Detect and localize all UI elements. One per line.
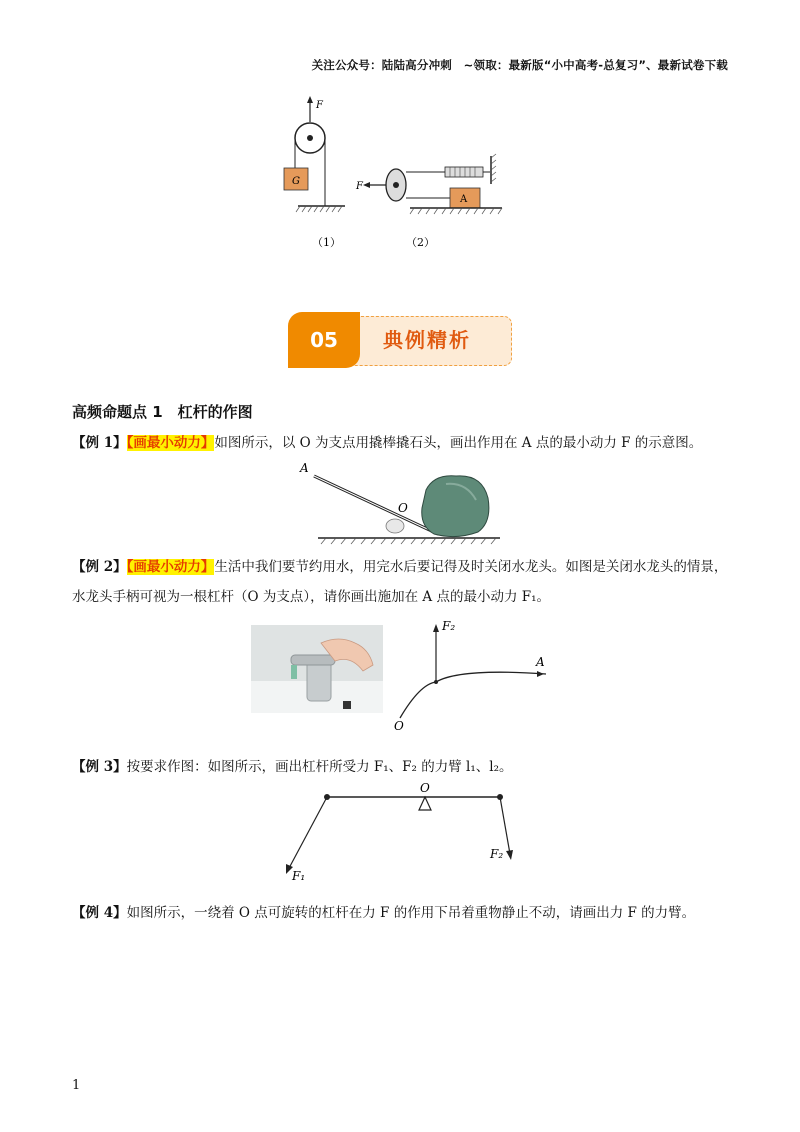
label-A: A [460, 194, 468, 205]
example-3 [72, 752, 732, 782]
example-1 [72, 428, 732, 458]
example-1-label: 【例 1】 [72, 435, 127, 451]
banner-title: 典例精析 [383, 328, 471, 352]
faucet-lever-diagram [390, 614, 550, 734]
crowbar-figure [296, 460, 506, 546]
example-4-label: 【例 4】 [72, 905, 127, 921]
page-header: 关注公众号：陆陆高分冲刺 ~领取：最新版“小中高考-总复习”、最新试卷下载 [311, 58, 728, 72]
label-F2: F₂ [490, 847, 504, 861]
label-F-2: F [356, 181, 363, 192]
example-3-label: 【例 3】 [72, 759, 127, 775]
banner-number: 05 [288, 312, 360, 368]
label-A: A [536, 655, 545, 669]
caption-2: （2） [406, 236, 435, 249]
section-banner [288, 312, 514, 368]
example-4-text: 如图所示，一绕着 O 点可旋转的杠杆在力 F 的作用下吊着重物静止不动，请画出力 F 的力臂。 [126, 905, 696, 921]
label-O: O [398, 501, 408, 515]
caption-1: （1） [312, 236, 341, 249]
faucet-photo [251, 625, 383, 713]
section-title: 高频命题点 1 杠杆的作图 [72, 403, 253, 421]
example-4 [72, 898, 732, 928]
example-1-tag: 【画最小动力】 [126, 435, 215, 451]
example-3-text: 按要求作图：如图所示，画出杠杆所受力 F₁、F₂ 的力臂 l₁、l₂。 [126, 759, 513, 775]
example-2-text: 生活中我们要节约用水，用完水后要记得及时关闭水龙头。如图是关闭水龙头的情景，水龙头手柄可视为一根杠杆（O 为支点），请你画出施加在 A 点的最小动力 F₁。 [72, 559, 728, 605]
example-2-tag: 【画最小动力】 [126, 559, 215, 575]
label-F-1: F [316, 100, 323, 111]
label-F1: F₁ [292, 869, 306, 883]
example-2-label: 【例 2】 [72, 559, 127, 575]
example-2 [72, 552, 732, 612]
page-number: 1 [72, 1078, 81, 1093]
lever-force-diagram [280, 780, 520, 888]
label-G: G [292, 176, 300, 187]
example-1-text: 如图所示，以 O 为支点用撬棒撬石头，画出作用在 A 点的最小动力 F 的示意图。 [214, 435, 703, 451]
label-F2: F₂ [442, 619, 456, 633]
pulley-figure [270, 88, 520, 260]
label-A: A [300, 461, 309, 475]
label-O: O [394, 719, 404, 733]
label-O: O [420, 781, 430, 795]
